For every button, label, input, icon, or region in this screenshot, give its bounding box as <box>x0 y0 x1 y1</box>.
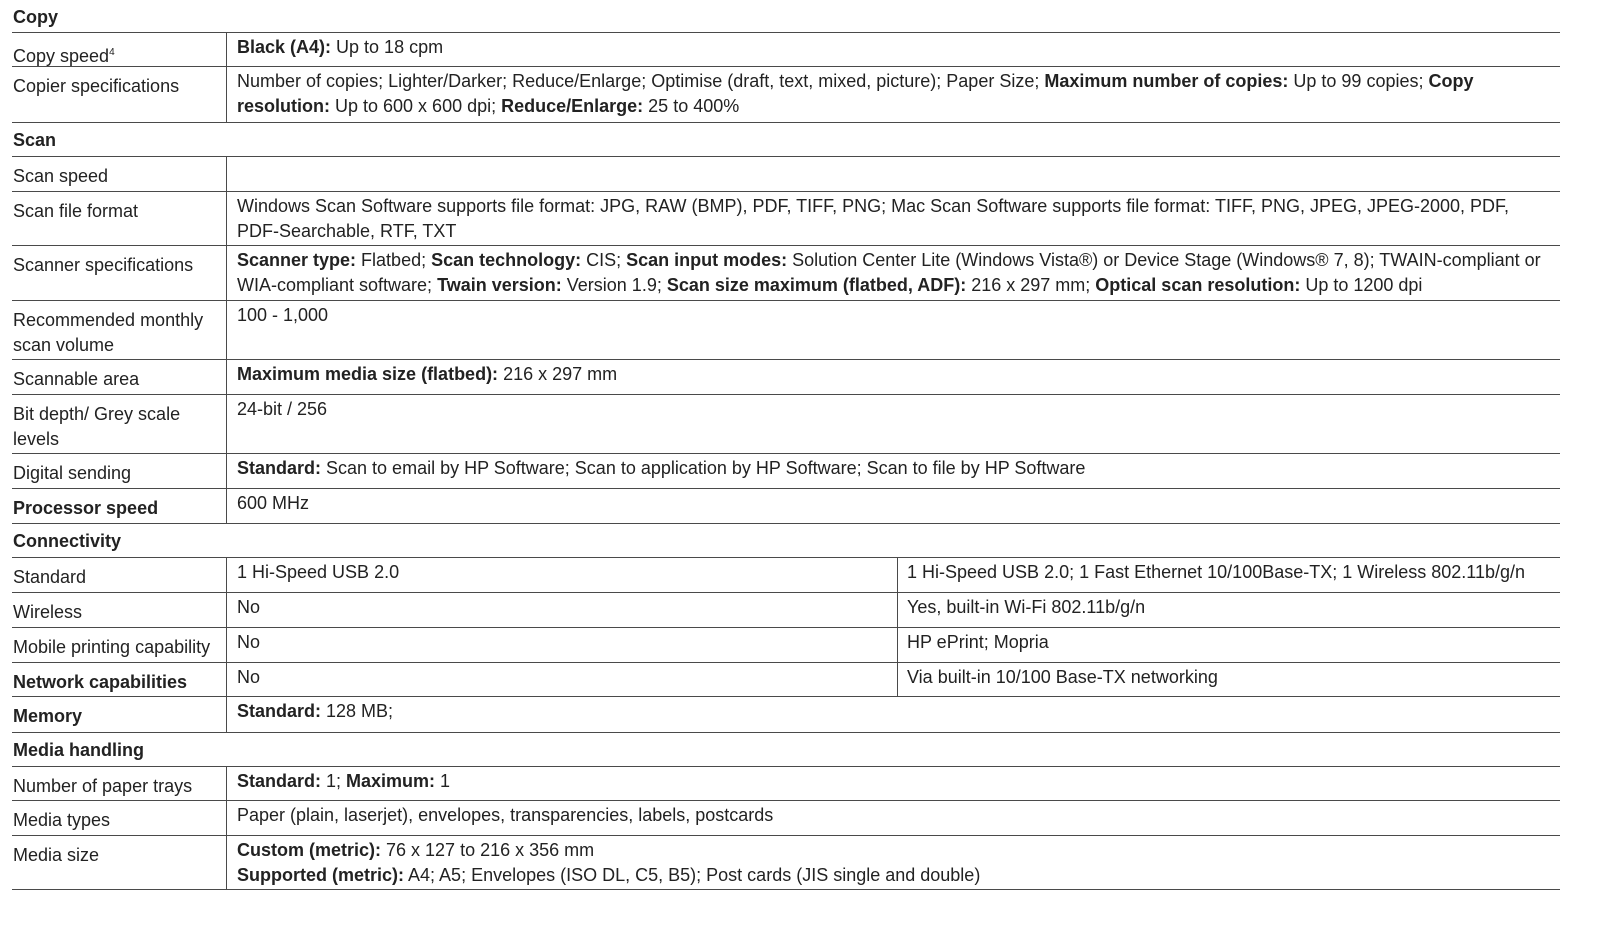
row-label: Network capabilities <box>13 672 188 692</box>
row-label: Copier specifications <box>13 76 180 96</box>
row-monthly-scan-volume <box>12 301 1560 360</box>
row-label: Copy speed$^4$ <box>13 46 115 66</box>
row-value-model-1: 1 Hi-Speed USB 2.0 <box>237 562 400 582</box>
row-label: Memory <box>13 706 83 726</box>
row-label: Wireless <box>13 602 83 622</box>
row-value: Scanner type: Flatbed; Scan technology: CIS; Scan input modes: Solution Center Lite (Windows Vista®) or Device Stage (Windows® 7, 8); TWAIN-compliant or WIA-compliant software; Twain version: Version 1.9; Scan size maximum (flatbed, ADF): 216 x 297 mm; Optical scan resolution: Up to 1200 dpi <box>237 250 1541 295</box>
row-value: 100 - 1,000 <box>237 305 329 325</box>
row-label: Bit depth/ Grey scale levels <box>13 404 181 449</box>
row-processor-speed <box>12 489 1560 524</box>
section-media-handling <box>12 733 1560 767</box>
row-label: Number of paper trays <box>13 776 193 796</box>
row-label: Media size <box>13 845 100 865</box>
row-value: Standard: 128 MB; <box>237 701 394 721</box>
row-value-model-1: No <box>237 632 261 652</box>
row-value-model-2: HP ePrint; Mopria <box>907 632 1049 652</box>
row-label: Processor speed <box>13 498 159 518</box>
row-value: Custom (metric): 76 x 127 to 216 x 356 mm Supported (metric): A4; A5; Envelopes (ISO DL, C5, B5); Post cards (JIS single and double) <box>237 840 981 885</box>
row-memory <box>12 697 1560 733</box>
row-scanner-specs <box>12 246 1560 301</box>
footnote-marker: 4 <box>109 47 115 58</box>
row-wireless <box>12 593 1560 628</box>
row-label: Scanner specifications <box>13 255 194 275</box>
row-value-model-2: 1 Hi-Speed USB 2.0; 1 Fast Ethernet 10/100Base-TX; 1 Wireless 802.11b/g/n <box>907 562 1526 582</box>
row-value: Paper (plain, laserjet), envelopes, transparencies, labels, postcards <box>237 805 774 825</box>
row-media-types <box>12 801 1560 836</box>
section-title: Media handling <box>13 740 145 760</box>
row-scannable-area <box>12 360 1560 395</box>
row-label: Media types <box>13 810 111 830</box>
row-copy-speed <box>12 33 1560 67</box>
row-label: Scannable area <box>13 369 140 389</box>
row-label: Recommended monthly scan volume <box>13 310 204 355</box>
row-scan-file-format <box>12 192 1560 246</box>
row-value: Standard: Scan to email by HP Software; Scan to application by HP Software; Scan to file by HP Software <box>237 458 1086 478</box>
section-title: Connectivity <box>13 531 122 551</box>
row-standard <box>12 558 1560 593</box>
section-connectivity <box>12 524 1560 558</box>
section-scan <box>12 123 1560 157</box>
spec-sheet <box>12 0 1560 890</box>
row-value: Number of copies; Lighter/Darker; Reduce/Enlarge; Optimise (draft, text, mixed, picture); Paper Size; Maximum number of copies: Up to 99 copies; Copy resolution: Up to 600 x 600 dpi; Reduce/Enlarge: 25 to 400% <box>237 71 1474 116</box>
row-value: Windows Scan Software supports file format: JPG, RAW (BMP), PDF, TIFF, PNG; Mac Scan Software supports file format: TIFF, PNG, JPEG, JPEG-2000, PDF, PDF-Searchable, RTF, TXT <box>237 196 1510 241</box>
row-value-model-1: No <box>237 667 261 687</box>
row-label: Scan speed <box>13 166 109 186</box>
row-paper-trays <box>12 767 1560 801</box>
row-value-model-2: Via built-in 10/100 Base-TX networking <box>907 667 1218 687</box>
row-value: Standard: 1; Maximum: 1 <box>237 771 451 791</box>
section-title: Copy <box>13 7 58 27</box>
row-label: Scan file format <box>13 201 139 221</box>
row-value: 600 MHz <box>237 493 310 513</box>
row-label: Mobile printing capability <box>13 637 211 657</box>
row-value: Maximum media size (flatbed): 216 x 297 mm <box>237 364 618 384</box>
row-mobile-printing <box>12 628 1560 663</box>
row-value: Black (A4): Up to 18 cpm <box>237 37 444 57</box>
row-value-model-1: No <box>237 597 261 617</box>
section-title: Scan <box>13 130 57 150</box>
row-network-capabilities <box>12 663 1560 697</box>
row-copier-specs <box>12 67 1560 123</box>
row-media-size <box>12 836 1560 890</box>
row-digital-sending <box>12 454 1560 489</box>
row-scan-speed <box>12 157 1560 192</box>
section-copy <box>12 0 1560 33</box>
row-label: Digital sending <box>13 463 132 483</box>
row-value: 24-bit / 256 <box>237 399 328 419</box>
row-label: Standard <box>13 567 87 587</box>
row-value-model-2: Yes, built-in Wi-Fi 802.11b/g/n <box>907 597 1146 617</box>
row-bit-depth <box>12 395 1560 454</box>
